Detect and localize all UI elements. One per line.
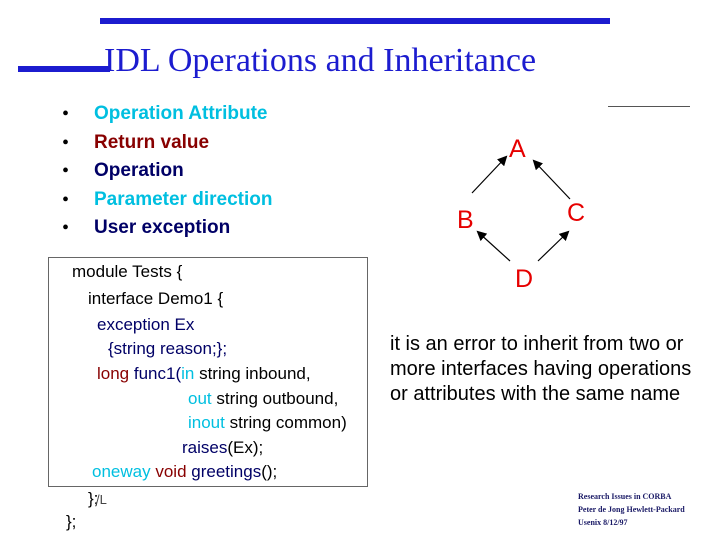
arrow-b-to-a: [472, 157, 506, 193]
bullet-item: [62, 129, 272, 158]
code-line-module: module Tests {: [72, 262, 183, 281]
code-param-direction-inout: inout: [188, 413, 225, 432]
node-a: A: [509, 135, 526, 163]
node-b: B: [457, 206, 474, 234]
code-void-keyword: void: [150, 462, 187, 481]
code-param-common: string common): [224, 413, 347, 432]
code-line-interface-close: };: [88, 489, 99, 508]
inheritance-diagram: [440, 125, 620, 300]
code-operation-name: func1(: [129, 364, 182, 383]
bullet-icon: •: [62, 131, 70, 154]
code-line-out: [188, 389, 338, 409]
bullet-list: [62, 100, 272, 243]
footer-title: Research Issues in CORBA: [578, 492, 672, 501]
bullet-item: [62, 100, 272, 129]
footer: [578, 490, 685, 529]
code-return-type: long: [97, 364, 130, 383]
title-accent-bar: [18, 66, 110, 72]
node-c: C: [567, 199, 586, 227]
top-accent-bar: [100, 18, 610, 24]
arrow-d-to-c: [538, 232, 568, 261]
code-param-direction-in: in: [181, 364, 195, 383]
divider-line: [608, 106, 690, 107]
bullet-icon: •: [62, 160, 70, 182]
slide-title: IDL Operations and Inheritance: [104, 42, 537, 79]
bullet-text: Parameter direction: [94, 188, 273, 210]
cursor-mark: /L: [96, 492, 107, 507]
arrow-c-to-a: [534, 161, 570, 199]
code-line-func1: [97, 364, 311, 384]
code-greetings-name: greetings: [186, 462, 262, 481]
inheritance-note: it is an error to inherit from two or more interfaces having operations or attributes with the same name: [390, 333, 692, 405]
bullet-text: Operation: [94, 160, 184, 181]
bullet-item: [62, 214, 272, 243]
bullet-text: Operation Attribute: [94, 103, 268, 124]
code-param-direction-out: out: [188, 389, 212, 408]
code-oneway-keyword: oneway: [92, 462, 151, 481]
code-raises-keyword: raises: [182, 438, 228, 457]
code-line-interface: interface Demo1 {: [88, 289, 224, 308]
code-line-exception: exception Ex: [97, 315, 195, 334]
code-line-greetings: [92, 462, 277, 482]
bullet-text: Return value: [94, 131, 210, 153]
footer-venue: Usenix 8/12/97: [578, 518, 628, 527]
bullet-item: [62, 186, 272, 215]
code-line-raises: [182, 438, 263, 458]
bullet-icon: •: [62, 217, 70, 239]
code-greetings-end: ();: [261, 462, 278, 481]
bullet-icon: •: [62, 188, 70, 211]
code-raises-args: (Ex);: [227, 438, 264, 457]
footer-author: Peter de Jong Hewlett-Packard: [578, 505, 685, 514]
node-d: D: [515, 265, 534, 293]
code-line-exception-body: {string reason;};: [108, 339, 228, 358]
bullet-icon: •: [62, 103, 70, 125]
bullet-text: User exception: [94, 217, 231, 238]
arrow-d-to-b: [478, 232, 510, 261]
bullet-item: [62, 157, 272, 186]
code-line-module-close: };: [66, 512, 77, 531]
code-param-inbound: string inbound,: [194, 364, 311, 383]
code-line-inout: [188, 413, 347, 433]
code-param-outbound: string outbound,: [211, 389, 339, 408]
